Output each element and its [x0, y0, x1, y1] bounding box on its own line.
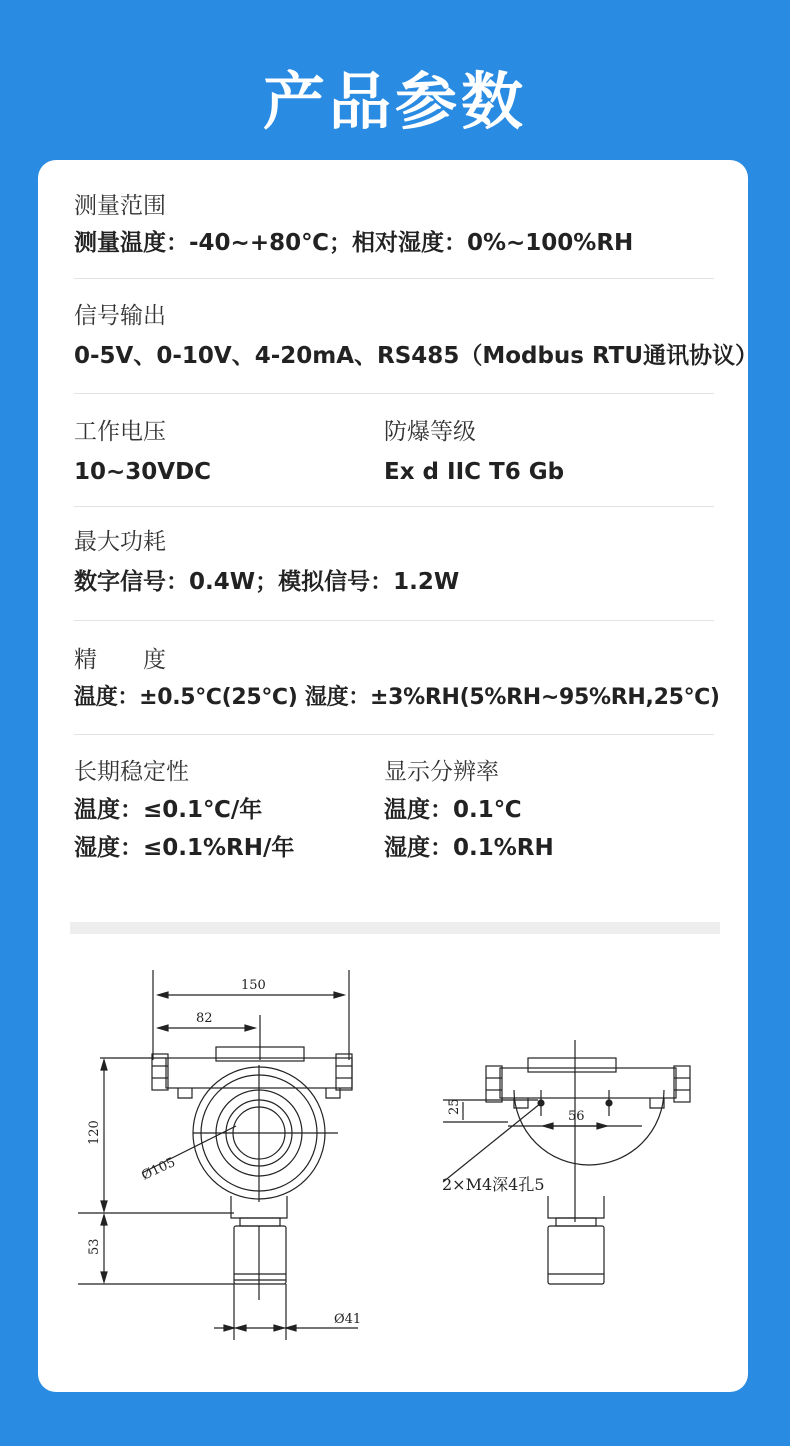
spec-row-power — [74, 526, 714, 621]
spec-label-stability: 长期稳定性 — [74, 759, 189, 785]
dim-holes-note: 2×M4深4孔5 — [442, 1175, 545, 1194]
dim-height-120: 120 — [87, 1120, 102, 1145]
spec-value-accuracy: 温度：±0.5℃(25℃) 湿度：±3%RH(5%RH~95%RH,25℃) — [74, 685, 720, 710]
spec-label-resolution: 显示分辨率 — [384, 759, 499, 785]
dim-width-82: 82 — [196, 1011, 213, 1026]
spec-label-accuracy: 精 度 — [74, 647, 166, 673]
spec-value-output: 0-5V、0-10V、4-20mA、RS485（Modbus RTU通讯协议） — [74, 343, 759, 369]
dimension-drawing — [38, 940, 748, 1380]
spec-value-stability-temp: 温度：≤0.1℃/年 — [74, 797, 263, 823]
spec-value-resolution-temp: 温度：0.1℃ — [384, 797, 522, 823]
dim-width-150: 150 — [241, 978, 266, 993]
spec-label-output: 信号输出 — [74, 303, 166, 329]
spec-label-range: 测量范围 — [74, 193, 166, 219]
spec-value-stability-humidity: 湿度：≤0.1%RH/年 — [74, 835, 295, 861]
dim-diameter-105: Ø105 — [139, 1155, 178, 1184]
spec-row-stability-resolution — [74, 756, 714, 876]
spec-value-explosion: Ex d IIC T6 Gb — [384, 459, 565, 485]
section-divider — [70, 922, 720, 934]
spec-value-voltage: 10~30VDC — [74, 459, 212, 485]
spec-value-range: 测量温度：-40~+80℃；相对湿度：0%~100%RH — [74, 230, 634, 256]
dim-56: 56 — [568, 1109, 585, 1124]
dim-25: 25 — [447, 1098, 462, 1115]
dim-diameter-41: Ø41 — [334, 1312, 362, 1327]
page-title: 产品参数 — [262, 65, 527, 138]
spec-row-accuracy — [74, 644, 720, 735]
spec-value-power: 数字信号：0.4W；模拟信号：1.2W — [74, 569, 460, 595]
spec-row-voltage-explosion — [74, 416, 714, 507]
spec-label-explosion: 防爆等级 — [384, 419, 476, 445]
spec-row-output — [74, 300, 759, 394]
spec-label-voltage: 工作电压 — [74, 419, 166, 445]
spec-row-range — [74, 190, 714, 279]
dim-height-53: 53 — [87, 1238, 102, 1255]
spec-card — [38, 160, 759, 1392]
spec-label-power: 最大功耗 — [74, 529, 166, 555]
spec-value-resolution-humidity: 湿度：0.1%RH — [384, 835, 554, 861]
